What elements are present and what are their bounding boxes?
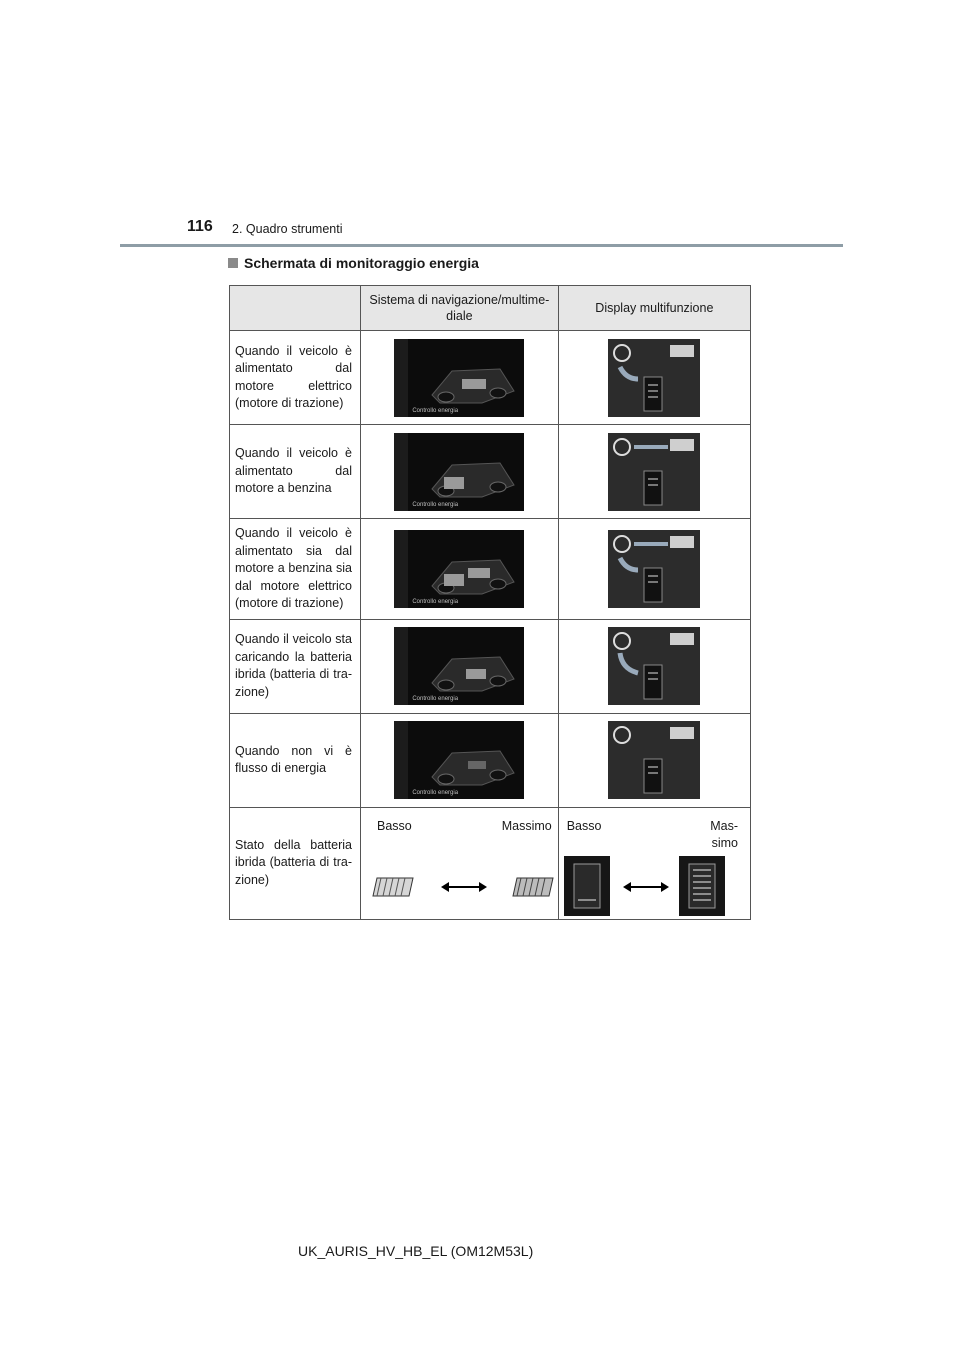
- nav-max-label: Massimo: [501, 818, 552, 833]
- battery-max-icon: [511, 876, 555, 898]
- nav-energy-screen-image: [394, 721, 524, 799]
- nav-screen-cell: [360, 425, 558, 519]
- header-rule: [120, 244, 843, 247]
- mfd-low-label: Basso: [566, 818, 602, 833]
- section-title: [228, 255, 479, 271]
- energy-monitor-table: [229, 285, 751, 920]
- nav-screen-cell: [360, 519, 558, 620]
- double-arrow-icon: [441, 880, 487, 894]
- table-row: [230, 425, 751, 519]
- page-number: 116: [187, 218, 213, 235]
- header-empty-cell: [230, 286, 361, 331]
- screen-label: Controllo energia: [412, 501, 459, 508]
- row-description: Quando il veicolo è alimentato dal motore a benzina: [230, 425, 361, 519]
- bullet-square-icon: [228, 258, 238, 268]
- row-description: Quando il veicolo sta caricando la batteria ibrida (batteria di tra-zione): [230, 619, 361, 713]
- row-description: Quando il veicolo è alimentato sia dal motore a benzina sia dal motore elettrico (motore di trazione): [230, 519, 361, 620]
- chapter-title: 2. Quadro strumenti: [232, 222, 343, 236]
- screen-label: Controllo energia: [412, 790, 459, 796]
- table-row-battery-status: [230, 807, 751, 919]
- mfd-energy-screen-image: [608, 339, 700, 417]
- footer-document-code: UK_AURIS_HV_HB_EL (OM12M53L): [298, 1243, 534, 1259]
- table-row: [230, 713, 751, 807]
- nav-battery-levels-cell: [360, 807, 558, 919]
- nav-screen-cell: [360, 331, 558, 425]
- row-description: Quando il veicolo è alimentato dal motore elettrico (motore di trazione): [230, 331, 361, 425]
- mfd-battery-max-icon: [679, 856, 725, 916]
- nav-energy-screen-image: [394, 627, 524, 705]
- table-row: [230, 519, 751, 620]
- screen-label: Controllo energia: [412, 598, 459, 605]
- nav-energy-screen-image: [394, 339, 524, 417]
- mfd-screen-cell: [558, 519, 750, 620]
- mfd-screen-cell: [558, 331, 750, 425]
- header-multi-display: Display multifunzione: [558, 286, 750, 331]
- double-arrow-icon: [623, 880, 669, 894]
- mfd-max-label: Mas-simo: [710, 818, 738, 850]
- nav-low-label: Basso: [376, 818, 412, 833]
- row-description: Quando non vi è flusso di energia: [230, 713, 361, 807]
- nav-energy-screen-image: [394, 530, 524, 608]
- mfd-screen-cell: [558, 619, 750, 713]
- mfd-screen-cell: [558, 713, 750, 807]
- screen-label: Controllo energia: [412, 407, 459, 414]
- section-title-text: Schermata di monitoraggio energia: [244, 255, 479, 271]
- table-row: [230, 619, 751, 713]
- mfd-battery-levels-cell: [558, 807, 750, 919]
- mfd-energy-screen-image: [608, 530, 700, 608]
- nav-energy-screen-image: [394, 433, 524, 511]
- header-nav-system: Sistema di navigazione/multime-diale: [360, 286, 558, 331]
- mfd-screen-cell: [558, 425, 750, 519]
- table-row: [230, 331, 751, 425]
- mfd-energy-screen-image: [608, 627, 700, 705]
- mfd-battery-low-icon: [564, 856, 610, 916]
- mfd-energy-screen-image: [608, 433, 700, 511]
- row-description: Stato della batteria ibrida (batteria di tra-zione): [230, 807, 361, 919]
- table-header-row: [230, 286, 751, 331]
- nav-screen-cell: [360, 619, 558, 713]
- battery-low-icon: [371, 876, 415, 898]
- screen-label: Controllo energia: [412, 696, 459, 702]
- mfd-energy-screen-image: [608, 721, 700, 799]
- nav-screen-cell: [360, 713, 558, 807]
